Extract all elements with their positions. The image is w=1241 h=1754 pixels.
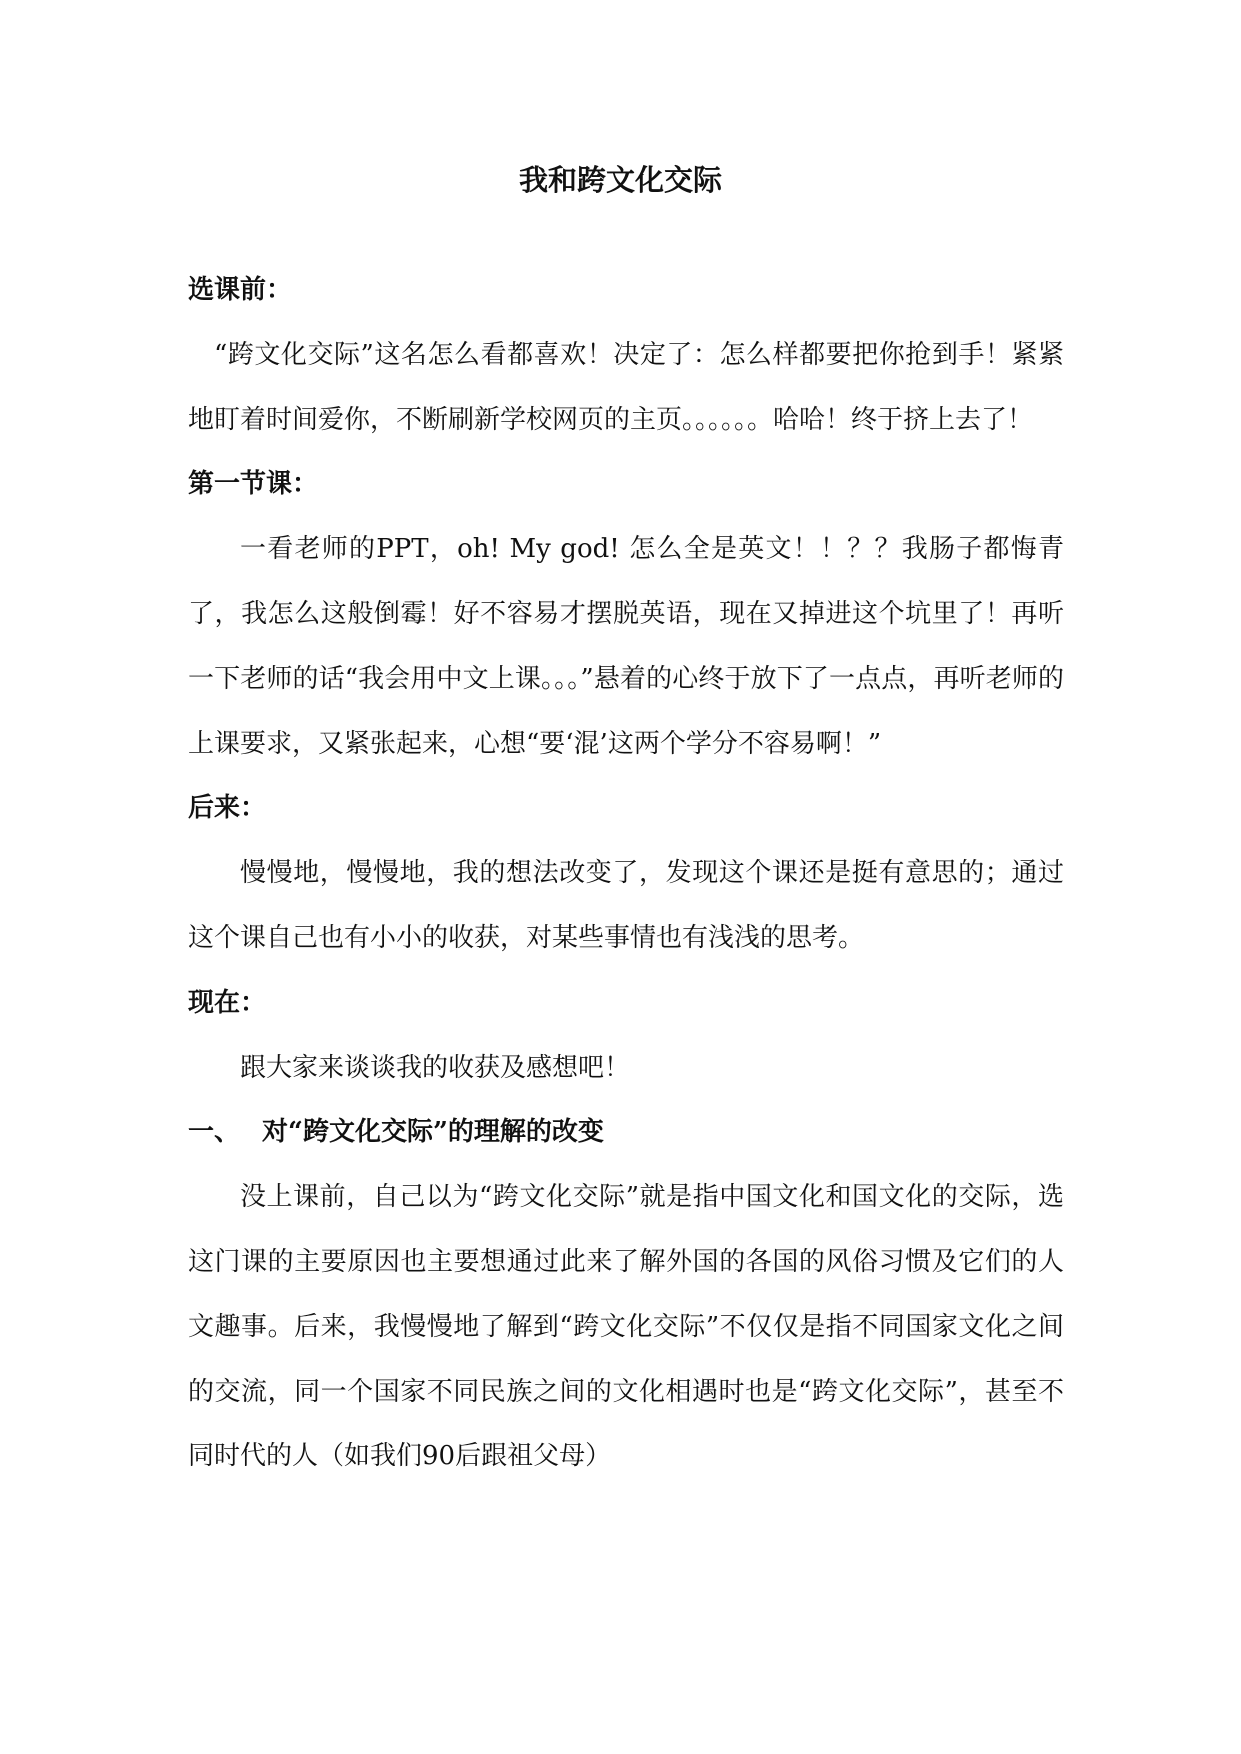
section-number: 一、 bbox=[188, 1117, 241, 1148]
section-title: 对“跨文化交际”的理解的改变 bbox=[262, 1117, 604, 1148]
paragraph-first-class: 一看老师的PPT，oh! My god! 怎么全是英文！！？？我肠子都悔青了，我怎么这般倒霉！好不容易才摆脱英语，现在又掉进这个坑里了！再听一下老师的话“我会用中文上课。。。”悬着的心终于放下了一点点，再听老师的上课要求，又紧张起来，心想“要‘混’这两个学分不容易啊！” bbox=[188, 534, 1064, 759]
section-heading-one bbox=[188, 1100, 1064, 1165]
paragraph-before-course: “跨文化交际”这名怎么看都喜欢！决定了：怎么样都要把你抢到手！紧紧地盯着时间爱你，不断刷新学校网页的主页。。。。。。哈哈！终于挤上去了！ bbox=[188, 339, 1064, 435]
heading-before-course: 选课前： bbox=[188, 275, 293, 305]
paragraph-now: 跟大家来谈谈我的收获及感想吧！ bbox=[240, 1052, 631, 1083]
heading-first-class: 第一节课： bbox=[188, 469, 319, 500]
document-title: 我和跨文化交际 bbox=[518, 163, 722, 197]
paragraph-later: 慢慢地，慢慢地，我的想法改变了，发现这个课还是挺有意思的；通过这个课自己也有小小的收获，对某些事情也有浅浅的思考。 bbox=[188, 858, 1064, 953]
paragraph-section-one: 没上课前，自己以为“跨文化交际”就是指中国文化和国文化的交际，选这门课的主要原因也主要想通过此来了解外国的各国的风俗习惯及它们的人文趣事。后来，我慢慢地了解到“跨文化交际”不仅仅是指不同国家文化之间的交流，同一个国家不同民族之间的文化相遇时也是“跨文化交际”，甚至不同时代的人（如我们90后跟祖父母） bbox=[188, 1182, 1064, 1472]
document-body bbox=[188, 258, 1064, 1489]
heading-now: 现在： bbox=[188, 987, 267, 1018]
heading-later: 后来： bbox=[188, 793, 267, 824]
